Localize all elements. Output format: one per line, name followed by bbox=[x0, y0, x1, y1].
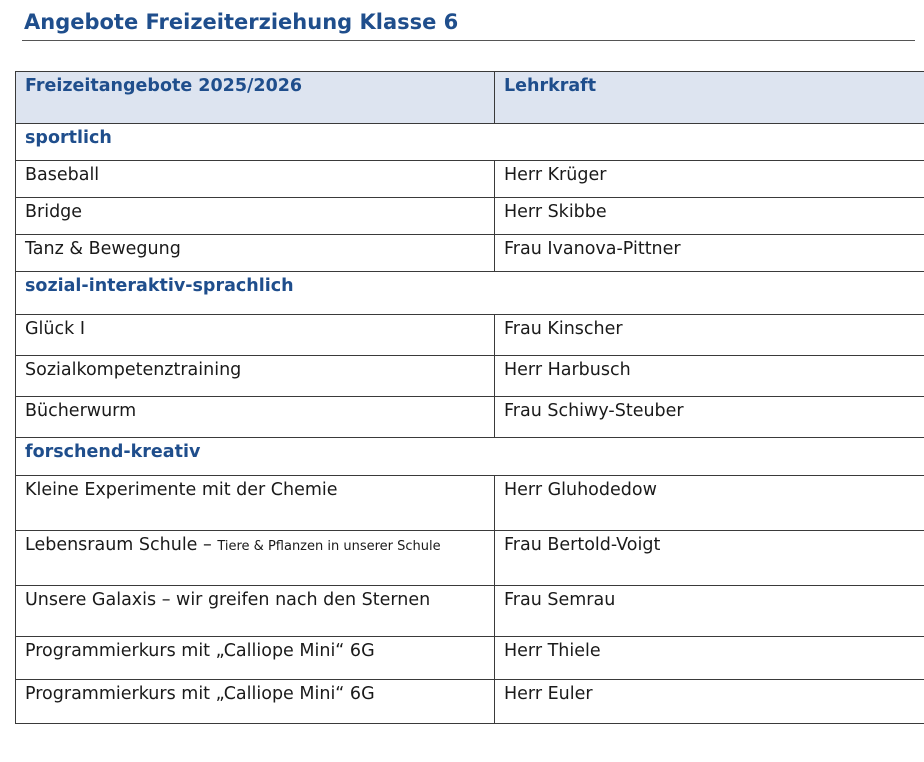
page-title: Angebote Freizeiterziehung Klasse 6 bbox=[24, 10, 459, 34]
offer-cell: Bücherwurm bbox=[16, 397, 495, 438]
table-row bbox=[16, 586, 924, 637]
offer-text: Lebensraum Schule – bbox=[25, 535, 218, 555]
table-row bbox=[16, 397, 924, 438]
offer-cell: Unsere Galaxis – wir greifen nach den Sternen bbox=[16, 586, 495, 637]
offer-cell: Kleine Experimente mit der Chemie bbox=[16, 476, 495, 531]
teacher-cell: Herr Euler bbox=[495, 680, 924, 724]
teacher-cell: Frau Ivanova-Pittner bbox=[495, 235, 924, 272]
offer-cell: Programmierkurs mit „Calliope Mini“ 6G bbox=[16, 637, 495, 680]
teacher-cell: Frau Bertold-Voigt bbox=[495, 531, 924, 586]
category-row-forschend bbox=[16, 438, 924, 476]
table-row bbox=[16, 198, 924, 235]
teacher-cell: Herr Harbusch bbox=[495, 356, 924, 397]
offer-cell: Tanz & Bewegung bbox=[16, 235, 495, 272]
column-header-teacher: Lehrkraft bbox=[495, 72, 924, 124]
teacher-cell: Frau Kinscher bbox=[495, 315, 924, 356]
column-header-offers: Freizeitangebote 2025/2026 bbox=[16, 72, 495, 124]
category-label: forschend-kreativ bbox=[16, 438, 924, 476]
teacher-cell: Herr Skibbe bbox=[495, 198, 924, 235]
teacher-cell: Herr Krüger bbox=[495, 161, 924, 198]
offer-cell: Bridge bbox=[16, 198, 495, 235]
offers-table bbox=[15, 71, 924, 724]
offer-cell: Glück I bbox=[16, 315, 495, 356]
offer-cell bbox=[16, 531, 495, 586]
table-header-row bbox=[16, 72, 924, 124]
teacher-cell: Frau Schiwy-Steuber bbox=[495, 397, 924, 438]
title-divider bbox=[22, 40, 915, 41]
table-row bbox=[16, 161, 924, 198]
category-row-sozial bbox=[16, 272, 924, 315]
table-row bbox=[16, 680, 924, 724]
teacher-cell: Herr Gluhodedow bbox=[495, 476, 924, 531]
table-row bbox=[16, 315, 924, 356]
table-row bbox=[16, 476, 924, 531]
teacher-cell: Frau Semrau bbox=[495, 586, 924, 637]
teacher-cell: Herr Thiele bbox=[495, 637, 924, 680]
table-row bbox=[16, 637, 924, 680]
offer-cell: Programmierkurs mit „Calliope Mini“ 6G bbox=[16, 680, 495, 724]
category-label: sportlich bbox=[16, 124, 924, 161]
category-label: sozial-interaktiv-sprachlich bbox=[16, 272, 924, 315]
offer-cell: Baseball bbox=[16, 161, 495, 198]
table-row bbox=[16, 356, 924, 397]
table-row bbox=[16, 235, 924, 272]
offer-note: Tiere & Pflanzen in unserer Schule bbox=[217, 539, 441, 554]
category-row-sportlich bbox=[16, 124, 924, 161]
table-row bbox=[16, 531, 924, 586]
offer-cell: Sozialkompetenztraining bbox=[16, 356, 495, 397]
